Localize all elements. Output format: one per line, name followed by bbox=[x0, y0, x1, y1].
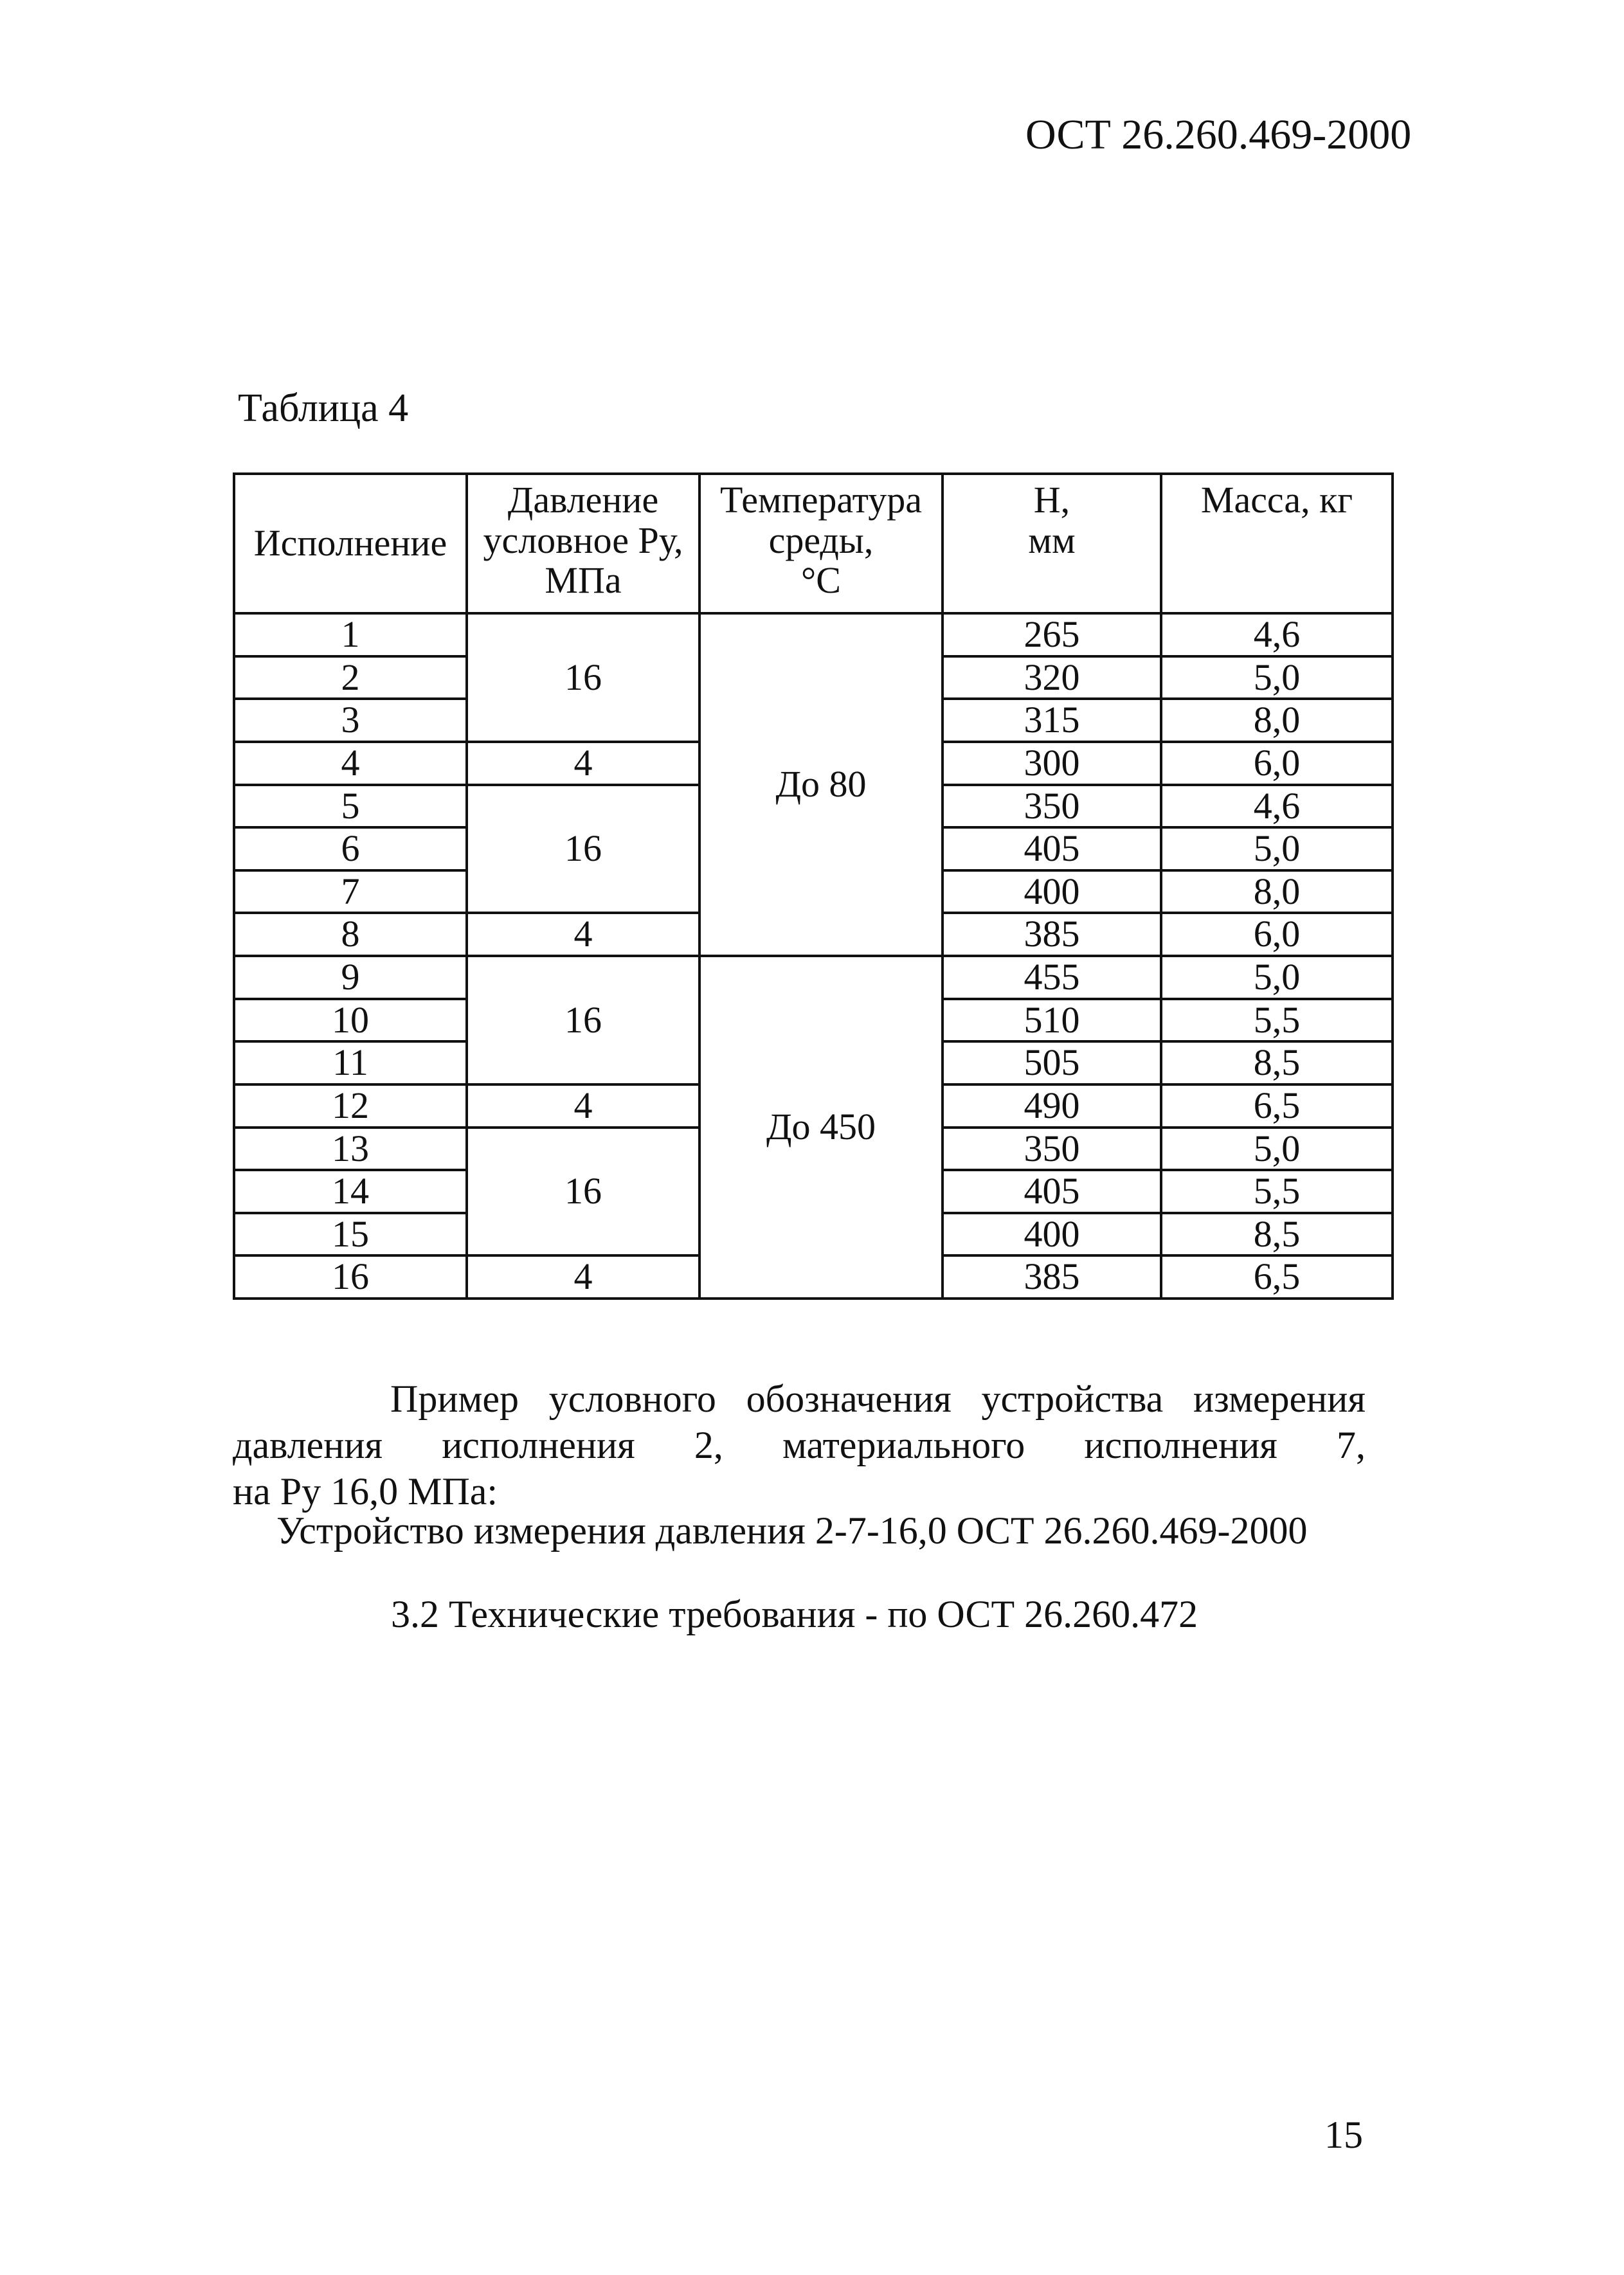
cell-execution: 12 bbox=[234, 1084, 467, 1128]
table-caption: Таблица 4 bbox=[238, 386, 409, 430]
table-row bbox=[234, 956, 1393, 999]
cell-height: 385 bbox=[943, 1255, 1161, 1299]
cell-height: 350 bbox=[943, 1128, 1161, 1171]
cell-height: 510 bbox=[943, 999, 1161, 1042]
cell-execution: 11 bbox=[234, 1041, 467, 1084]
example-paragraph bbox=[233, 1376, 1366, 1515]
cell-mass: 8,0 bbox=[1161, 870, 1393, 913]
header-height bbox=[943, 474, 1161, 613]
header-row bbox=[234, 474, 1393, 613]
cell-height: 350 bbox=[943, 785, 1161, 828]
document-code: ОСТ 26.260.469-2000 bbox=[1025, 111, 1412, 158]
cell-execution: 13 bbox=[234, 1128, 467, 1171]
header-height-line: H, bbox=[1033, 479, 1070, 521]
header-execution: Исполнение bbox=[234, 474, 467, 613]
header-temperature bbox=[699, 474, 943, 613]
cell-mass: 8,5 bbox=[1161, 1213, 1393, 1256]
header-pressure-line: МПа bbox=[545, 559, 622, 602]
cell-height: 315 bbox=[943, 699, 1161, 742]
example-line: давления исполнения 2, материального исполнения 7, bbox=[233, 1424, 1366, 1466]
header-temperature-line: Температура bbox=[719, 479, 922, 521]
cell-mass: 4,6 bbox=[1161, 785, 1393, 828]
cell-mass: 5,5 bbox=[1161, 999, 1393, 1042]
cell-height: 265 bbox=[943, 613, 1161, 656]
cell-execution: 14 bbox=[234, 1170, 467, 1213]
cell-mass: 6,0 bbox=[1161, 913, 1393, 956]
header-pressure-line: условное Pу, bbox=[483, 519, 683, 561]
cell-execution: 7 bbox=[234, 870, 467, 913]
header-temperature-line: °С bbox=[801, 559, 841, 602]
cell-height: 405 bbox=[943, 1170, 1161, 1213]
cell-temperature-group: До 80 bbox=[699, 613, 943, 956]
cell-pressure-group: 4 bbox=[467, 1084, 699, 1128]
cell-pressure-group: 4 bbox=[467, 742, 699, 785]
cell-height: 405 bbox=[943, 827, 1161, 870]
page-number: 15 bbox=[1324, 2114, 1363, 2156]
cell-execution: 8 bbox=[234, 913, 467, 956]
cell-pressure-group: 16 bbox=[467, 613, 699, 742]
cell-height: 505 bbox=[943, 1041, 1161, 1084]
header-temperature-line: среды, bbox=[768, 519, 874, 561]
cell-pressure-group: 16 bbox=[467, 1128, 699, 1256]
spec-table bbox=[233, 472, 1394, 1300]
cell-execution: 3 bbox=[234, 699, 467, 742]
cell-execution: 4 bbox=[234, 742, 467, 785]
cell-temperature-group: До 450 bbox=[699, 956, 943, 1299]
cell-mass: 5,0 bbox=[1161, 956, 1393, 999]
cell-pressure-group: 16 bbox=[467, 956, 699, 1084]
cell-mass: 8,0 bbox=[1161, 699, 1393, 742]
cell-height: 455 bbox=[943, 956, 1161, 999]
cell-height: 320 bbox=[943, 656, 1161, 699]
cell-mass: 8,5 bbox=[1161, 1041, 1393, 1084]
section-tech-requirements: 3.2 Технические требования - по ОСТ 26.260.472 bbox=[391, 1593, 1198, 1635]
header-pressure bbox=[467, 474, 699, 613]
cell-mass: 5,0 bbox=[1161, 1128, 1393, 1171]
cell-execution: 10 bbox=[234, 999, 467, 1042]
example-designation: Устройство измерения давления 2-7-16,0 ОСТ 26.260.469-2000 bbox=[276, 1509, 1308, 1552]
header-mass: Масса, кг bbox=[1161, 474, 1393, 613]
cell-mass: 4,6 bbox=[1161, 613, 1393, 656]
cell-mass: 5,0 bbox=[1161, 827, 1393, 870]
cell-height: 300 bbox=[943, 742, 1161, 785]
cell-height: 490 bbox=[943, 1084, 1161, 1128]
example-line: Пример условного обозначения устройства измерения bbox=[390, 1378, 1366, 1420]
cell-execution: 16 bbox=[234, 1255, 467, 1299]
cell-execution: 5 bbox=[234, 785, 467, 828]
cell-execution: 6 bbox=[234, 827, 467, 870]
cell-height: 400 bbox=[943, 870, 1161, 913]
example-line: на Pу 16,0 МПа: bbox=[233, 1470, 498, 1513]
cell-mass: 6,0 bbox=[1161, 742, 1393, 785]
table-header bbox=[234, 474, 1393, 613]
cell-mass: 6,5 bbox=[1161, 1255, 1393, 1299]
header-height-line: мм bbox=[1028, 519, 1076, 561]
header-pressure-line: Давление bbox=[507, 479, 659, 521]
cell-height: 385 bbox=[943, 913, 1161, 956]
cell-execution: 9 bbox=[234, 956, 467, 999]
cell-pressure-group: 4 bbox=[467, 1255, 699, 1299]
cell-pressure-group: 16 bbox=[467, 785, 699, 913]
table-body bbox=[234, 613, 1393, 1299]
cell-execution: 1 bbox=[234, 613, 467, 656]
cell-execution: 2 bbox=[234, 656, 467, 699]
cell-height: 400 bbox=[943, 1213, 1161, 1256]
table-row bbox=[234, 613, 1393, 656]
cell-mass: 5,5 bbox=[1161, 1170, 1393, 1213]
cell-mass: 5,0 bbox=[1161, 656, 1393, 699]
cell-execution: 15 bbox=[234, 1213, 467, 1256]
cell-pressure-group: 4 bbox=[467, 913, 699, 956]
cell-mass: 6,5 bbox=[1161, 1084, 1393, 1128]
